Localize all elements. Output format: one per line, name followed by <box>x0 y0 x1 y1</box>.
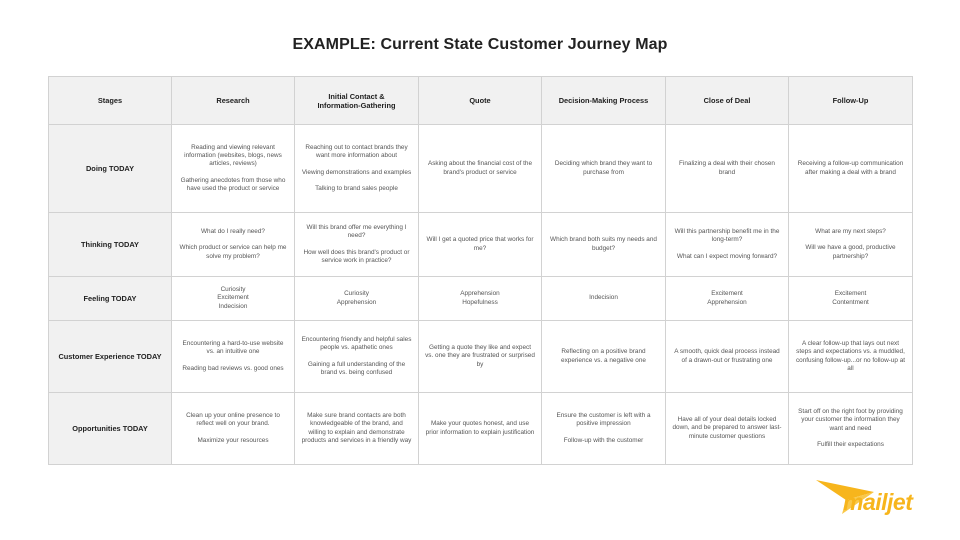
table-cell <box>666 277 789 321</box>
row-label: Customer Experience TODAY <box>49 321 172 393</box>
header-research: Research <box>172 77 295 125</box>
cell-text: Will this partnership benefit me in the long-term? <box>674 228 780 244</box>
cell-text: Gaining a full understanding of the brand vs. being confused <box>307 360 406 376</box>
cell-text: Gathering anecdotes from those who have used the product or service <box>180 176 286 192</box>
header-decision-making: Decision-Making Process <box>542 77 666 125</box>
cell-text: Curiosity Excitement Indecision <box>217 286 249 310</box>
page-title: EXAMPLE: Current State Customer Journey Map <box>292 36 668 53</box>
table-cell <box>419 213 542 277</box>
table-cell <box>172 213 295 277</box>
cell-text: Encountering friendly and helpful sales people vs. apathetic ones <box>301 336 412 352</box>
table-cell <box>666 321 789 393</box>
table-cell <box>295 393 419 465</box>
cell-text: Excitement Apprehension <box>707 290 747 306</box>
table-cell <box>295 125 419 213</box>
cell-text: Reading bad reviews vs. good ones <box>182 364 284 372</box>
table-cell <box>789 125 913 213</box>
table-cell <box>172 125 295 213</box>
cell-text: Which brand both suits my needs and budget? <box>550 236 657 252</box>
cell-text: Fulfill their expectations <box>817 440 884 448</box>
cell-text: Reaching out to contact brands they want more information about <box>305 144 408 160</box>
header-row <box>49 77 913 125</box>
table-cell <box>542 277 666 321</box>
cell-text: Talking to brand sales people <box>315 184 398 192</box>
cell-text: What can I expect moving forward? <box>676 252 778 260</box>
table-cell <box>172 277 295 321</box>
cell-text: Will we have a good, productive partnership? <box>805 244 896 260</box>
cell-text: Asking about the financial cost of the brand's product or service <box>427 160 533 176</box>
table-cell <box>295 277 419 321</box>
table-cell <box>666 213 789 277</box>
cell-text: Curiosity Apprehension <box>336 290 377 306</box>
table-cell <box>419 277 542 321</box>
cell-text: Getting a quote they like and expect vs. one they are frustrated or surprised by <box>425 344 535 368</box>
table-cell <box>666 125 789 213</box>
cell-text: Follow-up with the customer <box>563 436 644 444</box>
table-cell <box>419 125 542 213</box>
header-initial-contact: Initial Contact & Information-Gathering <box>295 77 419 125</box>
cell-text: A clear follow-up that lays out next steps and expectations vs. a muddled, confusing follow-up...or no follow-up at all <box>795 340 906 372</box>
cell-text: Finalizing a deal with their chosen brand <box>679 160 775 176</box>
table-cell <box>789 213 913 277</box>
cell-text: Apprehension Hopefulness <box>460 290 500 306</box>
cell-text: Reading and viewing relevant information (websites, blogs, news articles, reviews) <box>184 143 282 168</box>
table-cell <box>542 321 666 393</box>
table-cell <box>542 213 666 277</box>
cell-text: A smooth, quick deal process instead of a drawn-out or frustrating one <box>674 348 780 364</box>
header-close-of-deal: Close of Deal <box>666 77 789 125</box>
cell-text: How well does this brand's product or service work in practice? <box>303 248 410 264</box>
cell-text: Will this brand offer me everything I need? <box>306 224 407 240</box>
cell-text: Excitement Contentment <box>832 290 869 306</box>
cell-text: Viewing demonstrations and examples <box>301 168 412 176</box>
header-follow-up: Follow-Up <box>789 77 913 125</box>
table-row <box>49 213 913 277</box>
table-row <box>49 393 913 465</box>
cell-text: Deciding which brand they want to purchase from <box>554 160 653 176</box>
cell-text: Ensure the customer is left with a positive impression <box>556 412 651 428</box>
row-label: Doing TODAY <box>49 125 172 213</box>
table-cell <box>172 393 295 465</box>
table-cell <box>295 213 419 277</box>
table-row <box>49 321 913 393</box>
cell-text: Receiving a follow-up communication after making a deal with a brand <box>797 160 904 176</box>
cell-text: Which product or service can help me solve my problem? <box>179 244 287 260</box>
table-row <box>49 125 913 213</box>
row-label: Opportunities TODAY <box>49 393 172 465</box>
row-label: Feeling TODAY <box>49 277 172 321</box>
table-cell <box>789 321 913 393</box>
cell-text: Make your quotes honest, and use prior information to explain justification <box>425 420 535 436</box>
table-cell <box>789 277 913 321</box>
table-cell <box>789 393 913 465</box>
cell-text: Reflecting on a positive brand experience vs. a negative one <box>561 348 646 364</box>
table-cell <box>419 393 542 465</box>
table-cell <box>172 321 295 393</box>
cell-text: Maximize your resources <box>197 436 269 444</box>
cell-text: What are my next steps? <box>815 228 886 236</box>
row-label: Thinking TODAY <box>49 213 172 277</box>
cell-text: What do I really need? <box>201 228 265 236</box>
header-quote: Quote <box>419 77 542 125</box>
table-cell <box>542 393 666 465</box>
cell-text: Clean up your online presence to reflect well on your brand. <box>186 412 280 428</box>
cell-text: Will I get a quoted price that works for me? <box>426 236 534 252</box>
journey-body <box>49 125 913 465</box>
table-cell <box>295 321 419 393</box>
journey-map-table <box>48 76 913 465</box>
cell-text: Start off on the right foot by providing your customer the information they want and need <box>798 408 903 432</box>
header-stages: Stages <box>49 77 172 125</box>
table-row <box>49 277 913 321</box>
cell-text: Indecision <box>589 294 618 302</box>
table-cell <box>542 125 666 213</box>
cell-text: Have all of your deal details locked down, and be prepared to answer last-minute customer questions <box>672 416 782 440</box>
cell-text: Make sure brand contacts are both knowledgeable of the brand, and willing to explain and demonstrate products and services in a friendly way <box>301 412 412 444</box>
cell-text: Encountering a hard-to-use website vs. an intuitive one <box>182 340 284 356</box>
table-cell <box>419 321 542 393</box>
table-cell <box>666 393 789 465</box>
logo-wordmark: mailjet <box>843 489 913 515</box>
